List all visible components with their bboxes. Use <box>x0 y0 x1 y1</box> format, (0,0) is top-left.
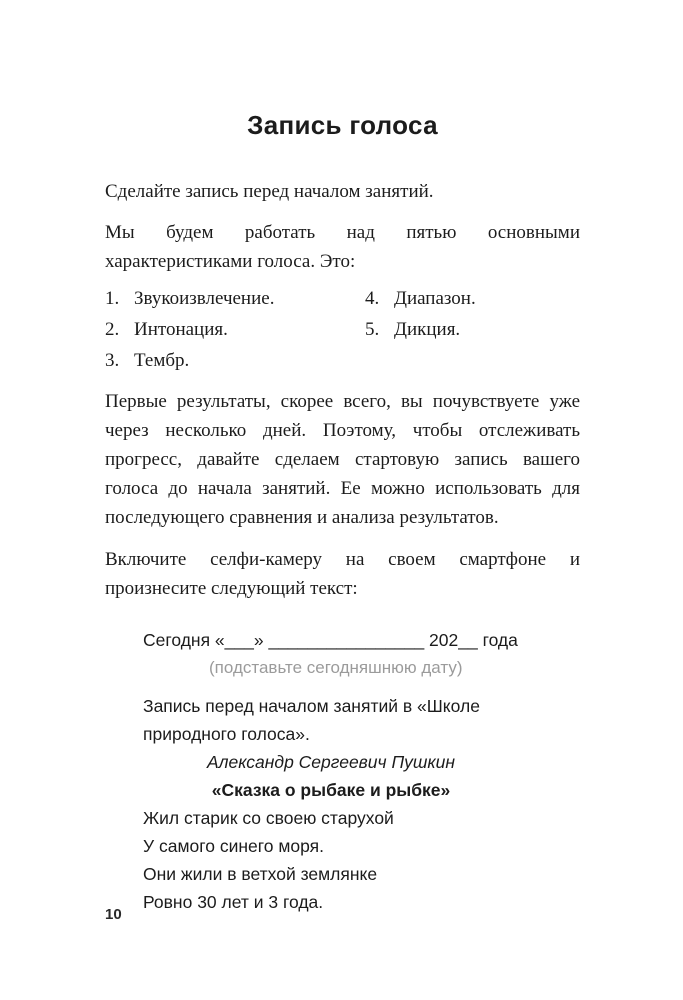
poem-line: Они жили в ветхой землянке <box>143 864 378 884</box>
poem-line: У самого синего моря. <box>143 836 324 856</box>
list-item-number: 5. <box>365 319 380 340</box>
paragraph-results: Первые результаты, скорее всего, вы почувствуете уже через несколько дней. Поэтому, чтобы отслеживать прогресс, давайте сделаем стартовую запись вашего голоса до начала занятий. Ее можно использовать для последующего сравнения и анализа результатов. <box>105 391 580 528</box>
list-item <box>105 345 365 376</box>
list-item-number: 2. <box>105 319 120 340</box>
poem-author: Александр Сергеевич Пушкин <box>206 752 456 772</box>
script-intro-text: Запись перед началом занятий в «Школе природного голоса». <box>143 696 480 744</box>
list-item-number: 3. <box>105 350 120 371</box>
poem-title: «Сказка о рыбаке и рыбке» <box>211 780 451 800</box>
list-item-number: 4. <box>365 288 380 309</box>
poem-line: Жил старик со своею старухой <box>143 808 394 828</box>
list-column-right <box>365 283 476 376</box>
list-item-number: 1. <box>105 288 120 309</box>
list-item-label: Диапазон. <box>394 288 476 309</box>
list-item-label: Звукоизвлечение. <box>134 288 275 309</box>
paragraph-camera: Включите селфи-камеру на своем смартфоне и произнесите следующий текст: <box>105 549 580 599</box>
list-item <box>105 314 365 345</box>
paragraph-instruction: Сделайте запись перед началом занятий. <box>105 181 434 202</box>
list-column-left <box>105 283 365 376</box>
list-item-label: Дикция. <box>394 319 461 340</box>
poem-line: Ровно 30 лет и 3 года. <box>143 892 324 912</box>
page-title: Запись голоса <box>247 110 438 140</box>
recording-script-block <box>143 626 519 916</box>
date-hint: (подставьте сегодняшнюю дату) <box>209 658 463 677</box>
list-item <box>365 314 476 345</box>
list-item-label: Интонация. <box>134 319 228 340</box>
list-item <box>105 283 365 314</box>
list-item <box>365 283 476 314</box>
list-item-label: Тембр. <box>134 350 190 371</box>
page-number: 10 <box>105 906 122 923</box>
date-line: Сегодня «___» ________________ 202__ года <box>143 630 518 650</box>
numbered-list <box>105 283 580 376</box>
paragraph-characteristics: Мы будем работать над пятью основными характеристиками голоса. Это: <box>105 222 580 272</box>
